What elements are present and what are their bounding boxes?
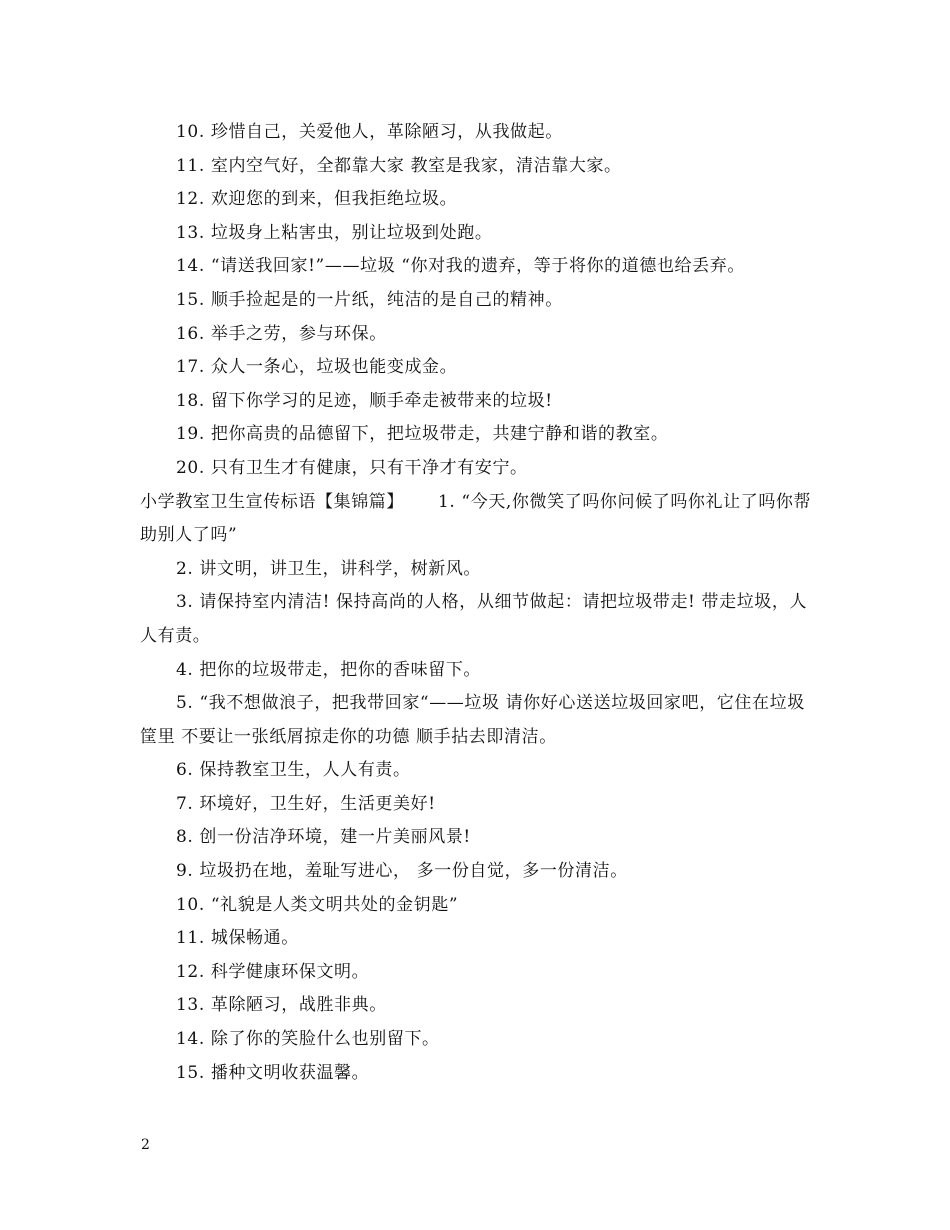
list-item: 15. 顺手捡起是的一片纸，纯洁的是自己的精神。 — [176, 289, 563, 310]
list-item: 13. 革除陋习，战胜非典。 — [176, 995, 387, 1016]
list-item: 10. “礼貌是人类文明共处的金钥匙” — [176, 894, 459, 915]
list-item: 9. 垃圾扔在地，羞耻写进心， 多一份自觉，多一份清洁。 — [176, 861, 628, 882]
list-item: 18. 留下你学习的足迹，顺手牵走被带来的垃圾! — [176, 390, 553, 411]
list-item: 15. 播种文明收获温馨。 — [176, 1062, 370, 1083]
list-item: 5. “我不想做浪子，把我带回家“——垃圾 请你好心送送垃圾回家吧，它住在垃圾筐里 不要让一张纸屑掠走你的功德 顺手拈去即清洁。 — [140, 693, 805, 747]
list-item: 10. 珍惜自己，关爱他人，革除陋习，从我做起。 — [176, 122, 563, 142]
list-item: 16. 举手之劳，参与环保。 — [176, 323, 387, 344]
list-item: 19. 把你高贵的品德留下，把垃圾带走，共建宁静和谐的教室。 — [176, 424, 669, 445]
page-number: 2 — [141, 1137, 150, 1153]
list-item: 1. “今天,你微笑了吗你问候了吗你礼让了吗你帮助别人了吗” — [140, 491, 812, 546]
list-item: 6. 保持教室卫生，人人有责。 — [176, 760, 411, 781]
list-item: 12. 科学健康环保文明。 — [176, 961, 370, 982]
list-item: 14. “请送我回家!”——垃圾 “你对我的遗弃，等于将你的道德也给丢弃。 — [176, 256, 745, 277]
list-item: 7. 环境好，卫生好，生活更美好! — [176, 793, 436, 814]
list-item: 8. 创一份洁净环境，建一片美丽风景! — [176, 827, 471, 848]
document-body — [140, 116, 812, 1090]
list-item: 14. 除了你的笑脸什么也别留下。 — [176, 1029, 440, 1050]
list-item: 13. 垃圾身上粘害虫，别让垃圾到处跑。 — [176, 222, 493, 243]
list-item: 4. 把你的垃圾带走，把你的香味留下。 — [176, 659, 482, 680]
list-item: 2. 讲文明，讲卫生，讲科学，树新风。 — [176, 558, 482, 579]
section-heading: 小学教室卫生宣传标语【集锦篇】 — [140, 491, 404, 512]
list-item: 3. 请保持室内清洁! 保持高尚的人格，从细节做起：请把垃圾带走! 带走垃圾，人人有责。 — [140, 592, 808, 646]
list-item: 11. 城保畅通。 — [176, 928, 299, 949]
section-heading-paragraph — [140, 486, 812, 553]
list-item: 17. 众人一条心，垃圾也能变成金。 — [176, 357, 458, 378]
list-item: 12. 欢迎您的到来，但我拒绝垃圾。 — [176, 189, 458, 210]
list-item: 20. 只有卫生才有健康，只有干净才有安宁。 — [176, 457, 528, 478]
list-item: 11. 室内空气好，全都靠大家 教室是我家，清洁靠大家。 — [176, 155, 622, 176]
